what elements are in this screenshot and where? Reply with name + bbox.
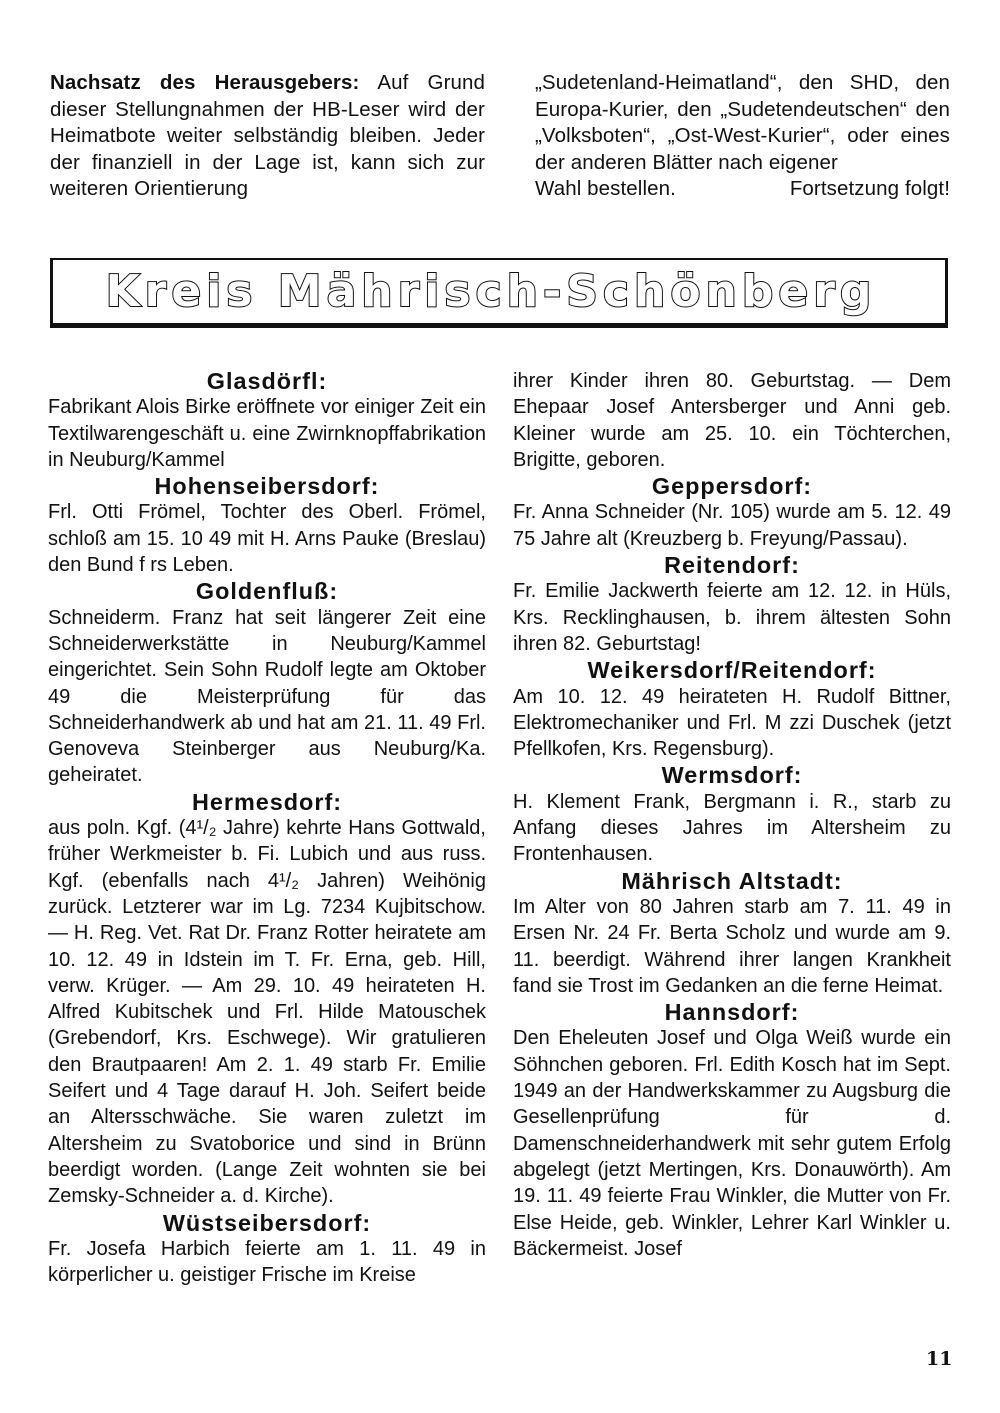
article-heading: Hannsdorf: — [664, 999, 800, 1026]
article-text: Fr. Emilie Jackwerth feierte am 12. 12. in Hüls, Krs. Recklinghausen, b. ihrem ältesten Sohn ihren 82. Geburtstag! — [513, 580, 951, 655]
right-column — [513, 368, 951, 1262]
page-number: 11 — [926, 1348, 953, 1370]
article-text: H. Klement Frank, Bergmann i. R., starb zu Anfang dieses Jahres im Altersheim zu Frontenhausen. — [513, 790, 951, 866]
section-banner — [50, 258, 948, 328]
continuation-note: Fortsetzung folgt! — [789, 177, 950, 200]
left-column — [48, 368, 486, 1288]
article-heading: Hohenseibersdorf: — [154, 473, 380, 500]
editor-note-right-last: Wahl bestellen. — [535, 177, 676, 200]
editor-note-text: Auf Grund dieser Stellungnahmen der HB-Leser wird der Heimatbote weiter selbständig bleiben. Jeder der finanziell in der Lage ist, kann sich zur weiteren Orientierung — [50, 71, 486, 200]
article-heading: Goldenfluß: — [195, 578, 339, 605]
article-heading: Geppersdorf: — [651, 473, 813, 500]
article-text: Schneiderm. Franz hat seit längerer Zeit eine Schneiderwerkstätte in Neuburg/Kammel eingerichtet. Sein Sohn Rudolf legte am Oktober 49 die Meisterprüfung für das Schneiderhandwerk ab und hat am 21. 11. 49 Frl. Genoveva Steinberger aus Neuburg/Ka. geheiratet. — [48, 606, 486, 787]
article-text: aus poln. Kgf. (4¹/₂ Jahre) kehrte Hans Gottwald, früher Werkmeister b. Fi. Lubich und aus russ. Kgf. (ebenfalls nach 4¹/₂ Jahren) Weihönig zurück. Letzterer war im Lg. 7234 Kujbitschow. — H. Reg. Vet. Rat Dr. Franz Rotter heiratete am 10. 12. 49 in Idstein im T. Fr. Erna, geb. Hill, verw. Krüger. — Am 29. 10. 49 heirateten H. Alfred Kubitschek und Frl. Hilde Matouschek (Grebendorf, Krs. Eschwege). Wir gratulieren den Brautpaaren! Am 2. 1. 49 starb Fr. Emilie Seifert und 4 Tage darauf H. Joh. Seifert beide an Altersschwäche. Sie waren zuletzt im Altersheim zu Svatoborice und sind in Brünn beerdigt worden. (Lange Zeit wohnten sie bei Zemsky-Schneider a. d. Kirche). — [48, 817, 486, 1208]
editor-note-label: Nachsatz des Herausgebers: — [50, 71, 360, 94]
editor-note-right-text: „Sudetenland-Heimatland“, den SHD, den Europa-Kurier, den „Sudetendeutschen“ den „Volksboten“, „Ost-West-Kurier“, oder eines der anderen Blätter nach eigener — [535, 71, 950, 174]
article-heading: Reitendorf: — [664, 552, 800, 579]
article-heading: Hermesdorf: — [191, 788, 343, 815]
article-text: Im Alter von 80 Jahren starb am 7. 11. 49 in Ersen Nr. 24 Fr. Berta Scholz und wurde am 9. 11. beerdigt. Während ihrer langen Krankheit fand sie Trost im Gedanken an die ferne Heimat. — [513, 895, 951, 997]
article-text: Fr. Anna Schneider (Nr. 105) wurde am 5. 12. 49 75 Jahre alt (Kreuzberg b. Freyung/Passau). — [513, 501, 951, 550]
editor-note-right — [535, 70, 950, 203]
editor-note-section — [50, 70, 955, 210]
article-text: Den Eheleuten Josef und Olga Weiß wurde ein Söhnchen geboren. Frl. Edith Kosch hat im Sept. 1949 an der Handwerkskammer zu Augsburg die Gesellenprüfung für d. Damenschneiderhandwerk mit sehr gutem Erfolg abgelegt (jetzt Mertingen, Krs. Donauwörth). Am 19. 11. 49 feierte Frau Winkler, die Mutter von Fr. Else Heide, geb. Winkler, Lehrer Karl Winkler u. Bäckermeist. Josef — [513, 1027, 951, 1260]
article-heading: Wermsdorf: — [661, 762, 803, 789]
banner-title: Kreis Mährisch-Schönberg — [105, 266, 877, 317]
article-heading: Mährisch Altstadt: — [621, 867, 843, 894]
article-heading: Wüstseibersdorf: — [162, 1209, 372, 1236]
article-text: ihrer Kinder ihren 80. Geburtstag. — Dem Ehepaar Josef Antersberger und Anni geb. Kleiner wurde am 25. 10. ein Töchterchen, Brigitte, geboren. — [513, 370, 951, 471]
article-text: Frl. Otti Frömel, Tochter des Oberl. Frömel, schloß am 15. 10 49 mit H. Arns Pauke (Breslau) den Bund f rs Leben. — [48, 501, 486, 577]
article-text: Am 10. 12. 49 heirateten H. Rudolf Bittner, Elektromechaniker und Frl. M zzi Duschek (jetzt Pfellkofen, Krs. Regensburg). — [513, 685, 951, 761]
editor-note-left — [50, 70, 485, 203]
article-heading: Weikersdorf/Reitendorf: — [587, 657, 877, 684]
article-text: Fr. Josefa Harbich feierte am 1. 11. 49 in körperlicher u. geistiger Frische im Kreise — [48, 1237, 486, 1287]
article-text: Fabrikant Alois Birke eröffnete vor einiger Zeit ein Textilwarengeschäft u. eine Zwirnknopffabrikation in Neuburg/Kammel — [48, 396, 486, 471]
article-heading: Glasdörfl: — [206, 368, 328, 394]
